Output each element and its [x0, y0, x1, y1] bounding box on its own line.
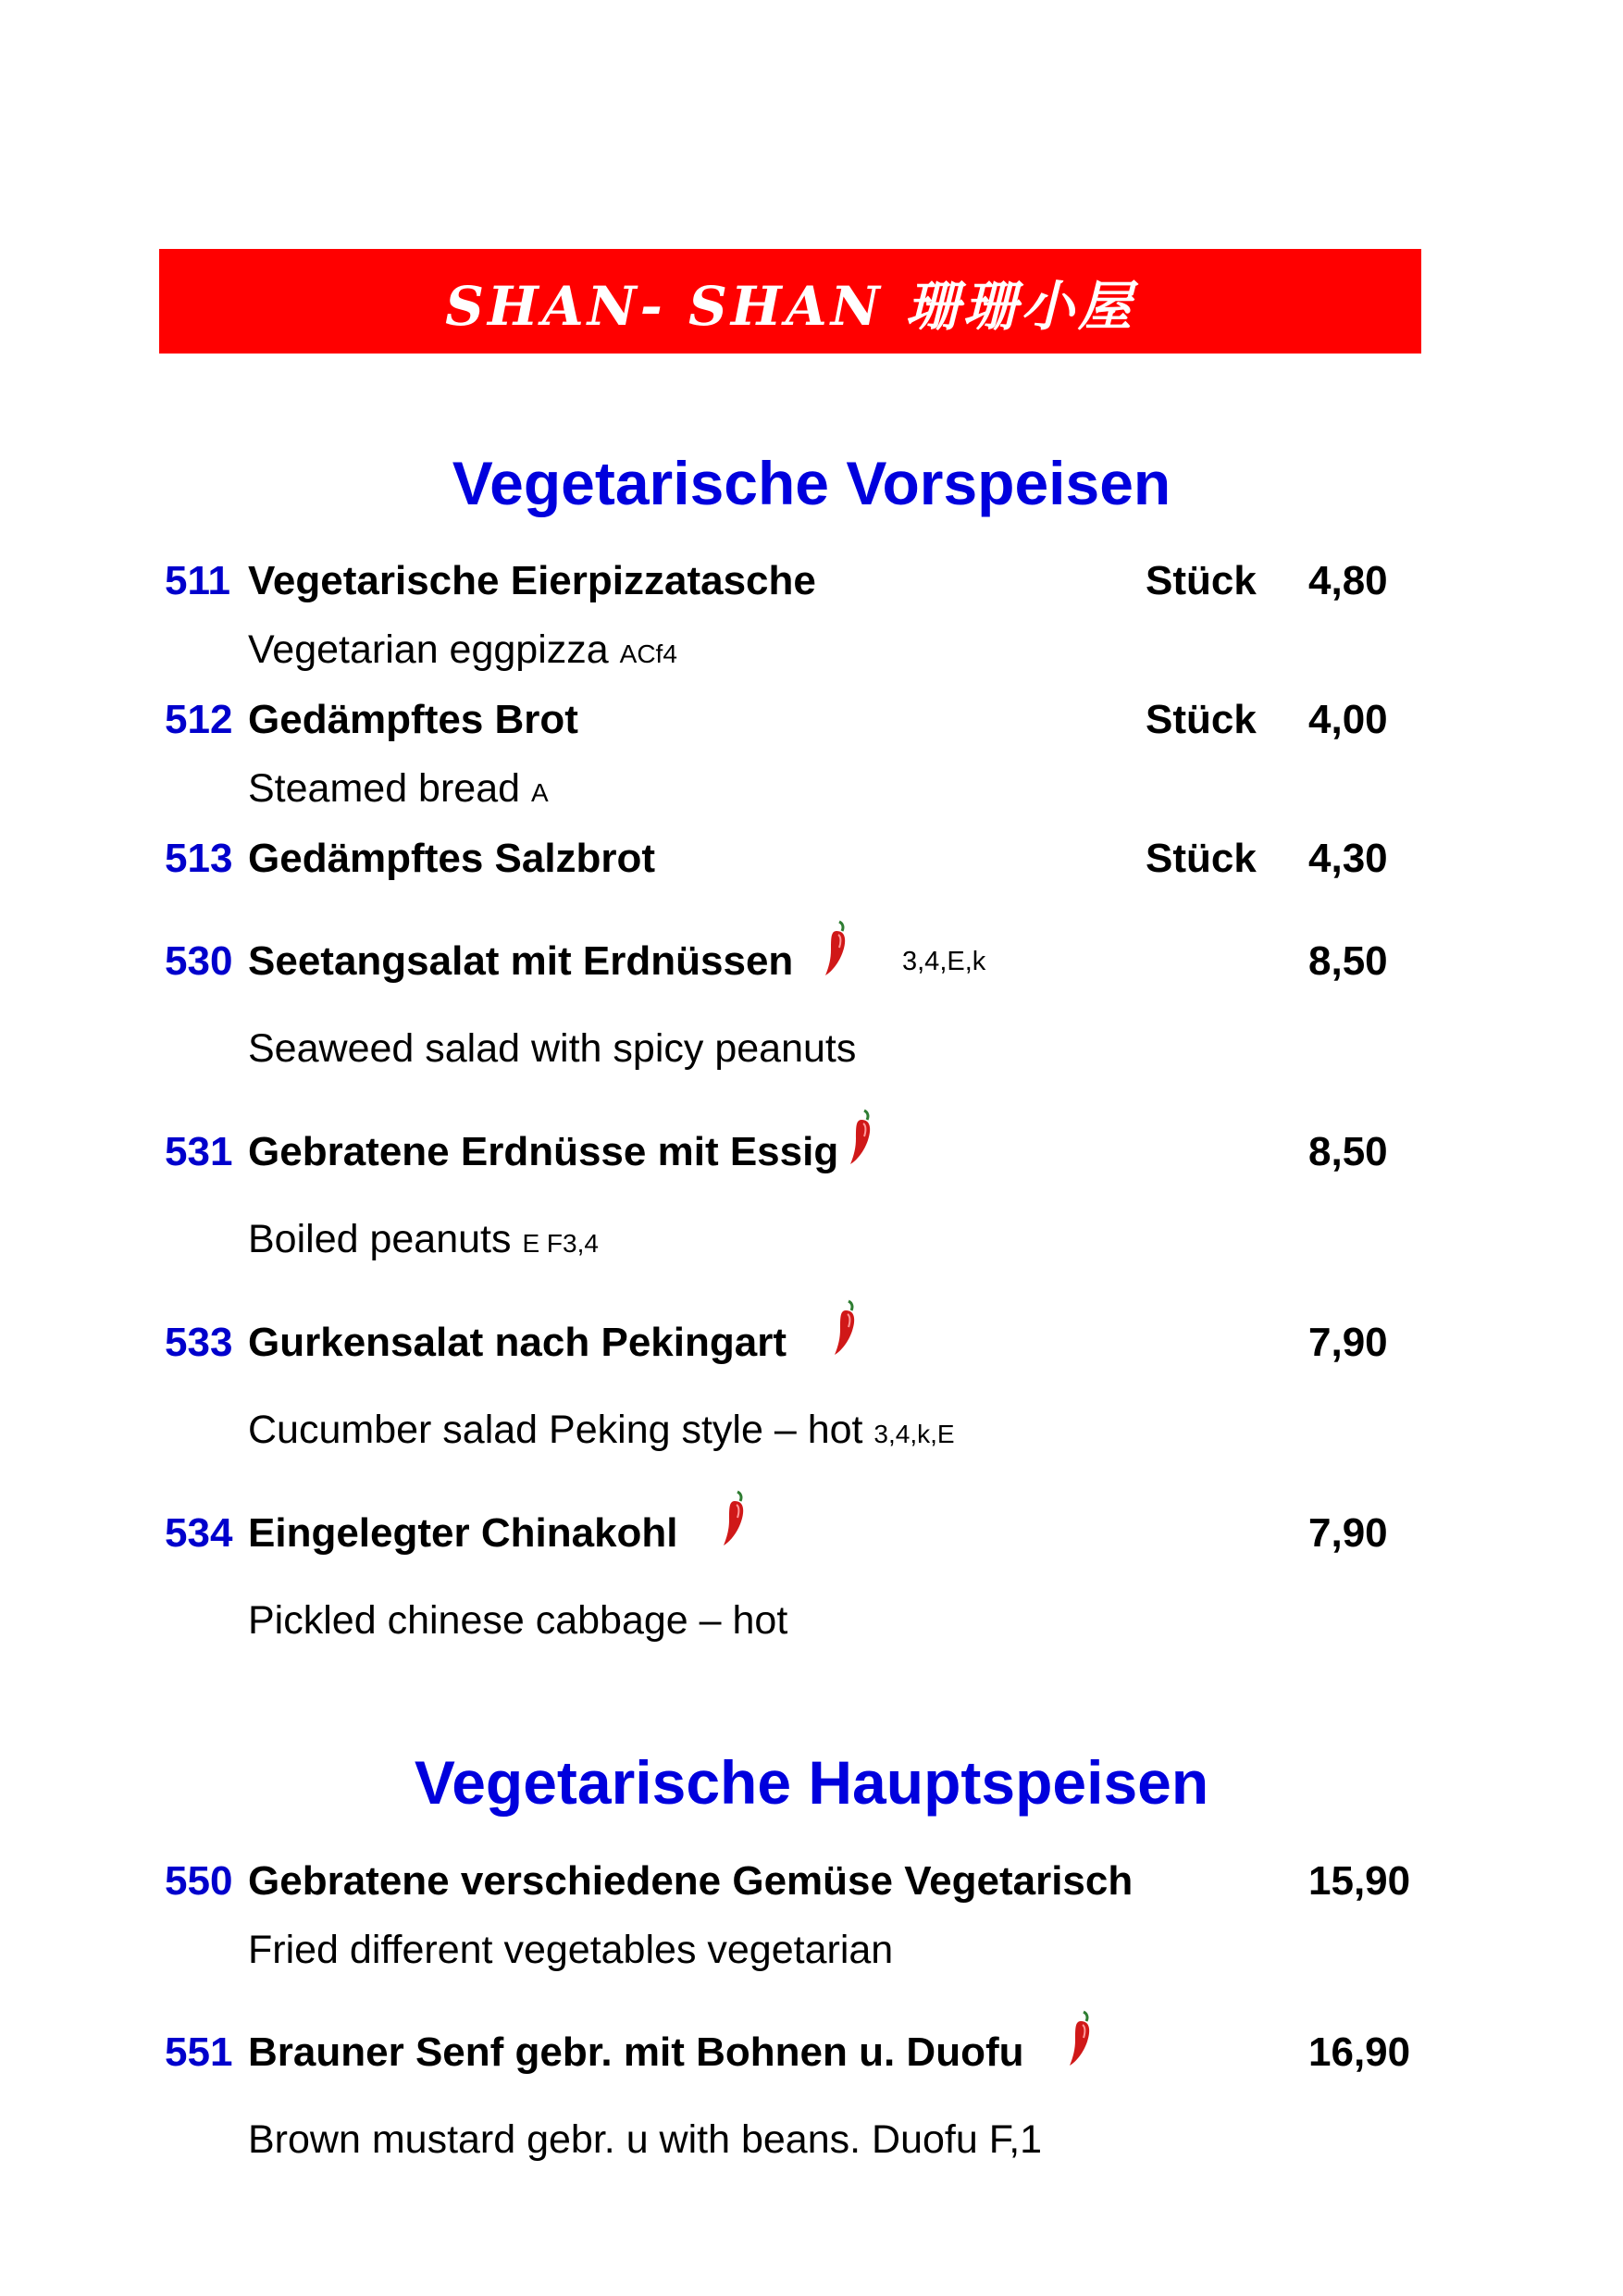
chili-pepper-icon: [822, 920, 849, 977]
menu-item-550: [0, 1854, 1623, 1909]
item-price: 16,90: [1308, 2029, 1411, 2075]
allergen-code: 3,4,k,E: [873, 1420, 955, 1448]
chili-pepper-icon: [1066, 2010, 1094, 2067]
item-price: 15,90: [1308, 1858, 1411, 1904]
item-number: 531: [165, 1129, 233, 1174]
item-number: 511: [165, 558, 230, 603]
item-description-text: Boiled peanuts: [248, 1217, 512, 1261]
item-number: 550: [165, 1858, 233, 1904]
item-price: 4,00: [1308, 697, 1388, 742]
item-description-text: Steamed bread: [248, 766, 521, 811]
menu-item-511: [0, 553, 1623, 609]
item-unit: Stück: [1146, 697, 1257, 742]
item-unit: Stück: [1146, 836, 1257, 881]
item-name: Gedämpftes Brot: [248, 697, 578, 742]
chili-pepper-icon: [831, 1299, 859, 1357]
item-description: [248, 622, 677, 682]
section-title-hauptspeisen: Vegetarische Hauptspeisen: [414, 1748, 1209, 1817]
item-name: Brauner Senf gebr. mit Bohnen u. Duofu: [248, 2029, 1024, 2075]
chili-pepper-icon: [720, 1490, 748, 1547]
menu-item-513: [0, 831, 1623, 887]
menu-item-551: [0, 2025, 1623, 2080]
item-description: [248, 1211, 599, 1272]
item-price: 8,50: [1308, 938, 1388, 984]
item-price: 7,90: [1308, 1320, 1388, 1365]
item-description: [248, 1021, 856, 1076]
item-price: 4,80: [1308, 558, 1388, 603]
item-price: 7,90: [1308, 1510, 1388, 1556]
item-description-text: Vegetarian eggpizza: [248, 627, 609, 672]
item-name: Vegetarische Eierpizzatasche: [248, 558, 816, 603]
item-description-text: Fried different vegetables vegetarian: [248, 1928, 894, 1972]
item-unit: Stück: [1146, 558, 1257, 603]
allergen-code: A: [530, 778, 549, 807]
item-number: 534: [165, 1510, 233, 1556]
item-name: Eingelegter Chinakohl: [248, 1510, 678, 1556]
item-number: 530: [165, 938, 233, 984]
menu-item-512: [0, 692, 1623, 748]
menu-item-530: [0, 934, 1623, 989]
chili-pepper-icon: [847, 1109, 874, 1166]
restaurant-banner: [159, 249, 1421, 354]
item-price: 4,30: [1308, 836, 1388, 881]
item-description-text: Brown mustard gebr. u with beans. Duofu F,1: [248, 2117, 1043, 2162]
item-number: 512: [165, 697, 233, 742]
item-description: [248, 2112, 1042, 2167]
item-number: 551: [165, 2029, 233, 2075]
restaurant-name: SHAN- SHAN 珊珊小屋: [445, 274, 1135, 338]
item-description-text: Cucumber salad Peking style – hot: [248, 1408, 863, 1452]
item-price: 8,50: [1308, 1129, 1388, 1174]
item-description-text: Pickled chinese cabbage – hot: [248, 1598, 788, 1643]
item-description: [248, 761, 549, 821]
item-number: 513: [165, 836, 233, 881]
item-name: Gebratene verschiedene Gemüse Vegetarisch: [248, 1858, 1134, 1904]
allergen-code: ACf4: [619, 639, 677, 668]
item-name: Gedämpftes Salzbrot: [248, 836, 656, 881]
item-name: Seetangsalat mit Erdnüssen: [248, 938, 794, 984]
item-number: 533: [165, 1320, 233, 1365]
item-description: [248, 1593, 787, 1648]
item-description: [248, 1402, 955, 1462]
menu-item-533: [0, 1315, 1623, 1371]
menu-item-534: [0, 1506, 1623, 1561]
item-description-text: Seaweed salad with spicy peanuts: [248, 1026, 857, 1071]
allergen-code: 3,4,E,k: [902, 947, 986, 976]
item-name: Gebratene Erdnüsse mit Essig: [248, 1129, 839, 1174]
menu-item-531: [0, 1124, 1623, 1180]
item-name: Gurkensalat nach Pekingart: [248, 1320, 787, 1365]
allergen-code: E F3,4: [522, 1229, 599, 1258]
section-title-vorspeisen: Vegetarische Vorspeisen: [452, 449, 1171, 517]
item-description: [248, 1922, 893, 1978]
